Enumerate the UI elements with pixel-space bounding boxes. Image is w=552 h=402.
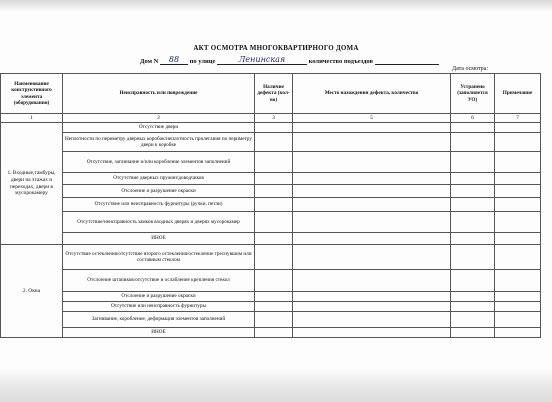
presence-cell[interactable]: [255, 123, 293, 133]
house-number: 88: [168, 55, 180, 64]
header-note: Примечание: [495, 74, 541, 114]
column-number: 3: [255, 114, 293, 123]
inspection-table: [0, 73, 541, 338]
fixed-cell[interactable]: [451, 292, 495, 302]
location-cell[interactable]: [293, 152, 451, 173]
fixed-cell[interactable]: [451, 312, 495, 328]
presence-cell[interactable]: [255, 312, 293, 328]
header-presence: Наличие дефекта (кол-во): [255, 74, 293, 114]
presence-cell[interactable]: [255, 302, 293, 312]
entrances-field: [375, 57, 439, 65]
defect-cell: Отсутствие или неисправность фурнитуры (ручки, петли): [63, 198, 255, 212]
location-cell[interactable]: [293, 270, 451, 292]
fixed-cell[interactable]: [451, 328, 495, 338]
note-cell[interactable]: [495, 292, 541, 302]
house-info-line: [140, 55, 439, 65]
presence-cell[interactable]: [255, 328, 293, 338]
table-row: [1, 212, 541, 233]
street-name: Ленинская: [238, 55, 286, 64]
house-label: Дом N: [140, 58, 159, 65]
location-cell[interactable]: [293, 123, 451, 133]
fixed-cell[interactable]: [451, 133, 495, 152]
note-cell[interactable]: [495, 123, 541, 133]
presence-cell[interactable]: [255, 270, 293, 292]
column-number: 2: [63, 114, 255, 123]
table-row: [1, 152, 541, 173]
defect-cell: Отсутствие, заглинание и/или коробление элементов заполнений: [63, 152, 255, 173]
note-cell[interactable]: [495, 152, 541, 173]
presence-cell[interactable]: [255, 292, 293, 302]
presence-cell[interactable]: [255, 245, 293, 270]
inspection-date-label: Дата осмотра:: [452, 66, 489, 72]
location-cell[interactable]: [293, 312, 451, 328]
fixed-cell[interactable]: [451, 198, 495, 212]
fixed-cell[interactable]: [451, 302, 495, 312]
defect-cell: Отслоение и разрушение окраски: [63, 292, 255, 302]
presence-cell[interactable]: [255, 233, 293, 245]
note-cell[interactable]: [495, 133, 541, 152]
column-number: 6: [451, 114, 495, 123]
location-cell[interactable]: [293, 133, 451, 152]
presence-cell[interactable]: [255, 133, 293, 152]
fixed-cell[interactable]: [451, 185, 495, 198]
table-row: [1, 123, 541, 133]
header-element: Наименование конструктивного элемента (оборудования): [1, 74, 63, 114]
house-number-field: [160, 55, 188, 65]
table-header-row: [1, 74, 541, 114]
fixed-cell[interactable]: [451, 212, 495, 233]
note-cell[interactable]: [495, 185, 541, 198]
header-location: Место нахождения дефекта, количество: [293, 74, 451, 114]
note-cell[interactable]: [495, 173, 541, 185]
scan-edge-shadow: [0, 0, 552, 12]
column-number: 5: [293, 114, 451, 123]
table-row: [1, 270, 541, 292]
entrances-label: количество подъездов: [308, 58, 374, 65]
fixed-cell[interactable]: [451, 152, 495, 173]
location-cell[interactable]: [293, 185, 451, 198]
fixed-cell[interactable]: [451, 233, 495, 245]
location-cell[interactable]: [293, 292, 451, 302]
element-cell-doors: 1. Входные,тамбуры, двери на этажах и переходах, двери в мусорокамеру: [1, 123, 63, 245]
note-cell[interactable]: [495, 212, 541, 233]
defect-cell: Отсутствие двери: [63, 123, 255, 133]
note-cell[interactable]: [495, 312, 541, 328]
table-row: [1, 198, 541, 212]
defect-cell: Отсутствие или неисправность фурнитуры: [63, 302, 255, 312]
header-fixed: Устранено (заполняется УО): [451, 74, 495, 114]
table-row: [1, 173, 541, 185]
fixed-cell[interactable]: [451, 245, 495, 270]
column-number-row: [1, 114, 541, 123]
note-cell[interactable]: [495, 270, 541, 292]
street-field: [217, 55, 307, 65]
column-number: 1: [1, 114, 63, 123]
note-cell[interactable]: [495, 302, 541, 312]
header-defect: Неисправность или повреждение: [63, 74, 255, 114]
table-row: [1, 328, 541, 338]
table-row: [1, 233, 541, 245]
table-row: [1, 292, 541, 302]
location-cell[interactable]: [293, 198, 451, 212]
defect-cell: Загнивание, коробление, деформация элементов заполнений: [63, 312, 255, 328]
location-cell[interactable]: [293, 328, 451, 338]
note-cell[interactable]: [495, 233, 541, 245]
presence-cell[interactable]: [255, 173, 293, 185]
note-cell[interactable]: [495, 198, 541, 212]
document-title: АКТ ОСМОТРА МНОГОКВАРТИРНОГО ДОМА: [193, 44, 359, 52]
table-row: [1, 302, 541, 312]
defect-cell: ИНОЕ: [63, 328, 255, 338]
location-cell[interactable]: [293, 212, 451, 233]
defect-cell: Отсутствие/неисправность замков входных дверях и дверях мусорокамер: [63, 212, 255, 233]
location-cell[interactable]: [293, 302, 451, 312]
presence-cell[interactable]: [255, 185, 293, 198]
defect-cell: Отсутствие дверных пружин/доводчиков: [63, 173, 255, 185]
location-cell[interactable]: [293, 233, 451, 245]
table-row: [1, 185, 541, 198]
table-row: [1, 312, 541, 328]
defect-cell: Отслоение и разрушение окраски: [63, 185, 255, 198]
column-number: 7: [495, 114, 541, 123]
scan-bottom-shadow: [0, 368, 552, 402]
note-cell[interactable]: [495, 328, 541, 338]
fixed-cell[interactable]: [451, 123, 495, 133]
street-label: по улице: [189, 58, 216, 65]
note-cell[interactable]: [495, 245, 541, 270]
presence-cell[interactable]: [255, 212, 293, 233]
table-row: [1, 245, 541, 270]
presence-cell[interactable]: [255, 152, 293, 173]
defect-cell: Отслоение штапиков/отсутствие и ослабление крепления стекол: [63, 270, 255, 292]
defect-cell: ИНОЕ: [63, 233, 255, 245]
location-cell[interactable]: [293, 245, 451, 270]
table-row: [1, 133, 541, 152]
fixed-cell[interactable]: [451, 173, 495, 185]
location-cell[interactable]: [293, 173, 451, 185]
defect-cell: Неплотности по периметру дверных коробок/неплотность прилегания по периметру двери к коробке: [63, 133, 255, 152]
element-cell-windows: 2. Окна: [1, 245, 63, 338]
defect-cell: Отсутствие остекления/отсутствие второго остекления/остекление треснувшим или составным стеклом: [63, 245, 255, 270]
fixed-cell[interactable]: [451, 270, 495, 292]
presence-cell[interactable]: [255, 198, 293, 212]
